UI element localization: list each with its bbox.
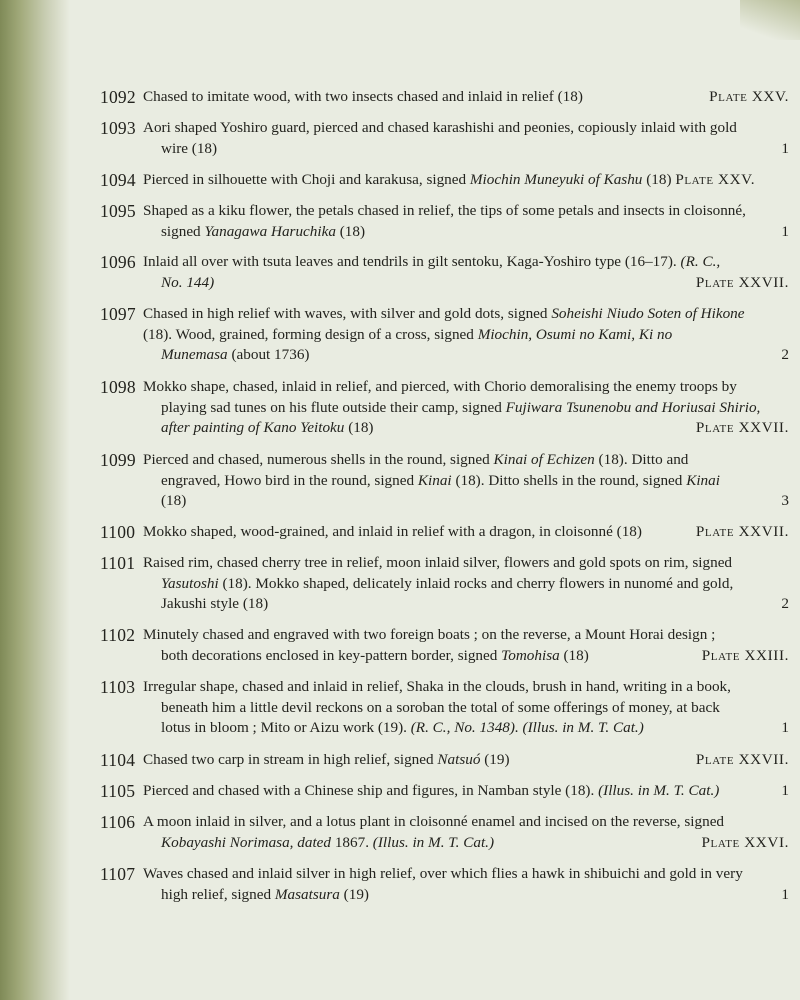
lot-quantity: 2: [781, 346, 789, 363]
lot-quantity: 1: [781, 222, 789, 240]
lot-description-cont: both decorations enclosed in key-pattern border, signed: [161, 646, 502, 664]
lot-description: Raised rim, chased cherry tree in relief, moon inlaid silver, flowers and gold spots on rim, signed: [143, 554, 733, 571]
plate-reference: Plate XXVII.: [695, 419, 789, 436]
illustration-note: (Illus. in M. T. Cat.): [372, 833, 495, 851]
lot-description: Pierced and chased, numerous shells in the round, signed: [143, 451, 494, 468]
lot-description: Chased in high relief with waves, with silver and gold dots, signed: [143, 305, 552, 322]
date-note: (about 1736): [227, 346, 310, 363]
signature: Natsuó: [437, 751, 481, 768]
lot-description: Ditto shells in the round, signed: [488, 471, 687, 489]
plate-reference: Plate XXVII.: [695, 523, 789, 540]
lot-description-cont: beneath him a little devil reckons on a soroban the total of some offerings of money, at back: [161, 698, 720, 716]
lot-description: Waves chased and inlaid silver in high relief, over which flies a hawk in shibuichi and gold in very: [143, 865, 743, 882]
lot-description: Mokko shaped, delicately inlaid rocks and cherry flowers in nunomé and gold,: [255, 574, 734, 592]
lot-description: Ditto and: [631, 451, 689, 468]
date-note: (18): [335, 222, 366, 240]
plate-reference: Plate XXVII.: [695, 751, 789, 768]
illustration-note: (Illus. in M. T. Cat.): [598, 782, 720, 799]
lot-description: Irregular shape, chased and inlaid in relief, Shaka in the clouds, brush in hand, writing in a book,: [143, 678, 731, 695]
date-note: (18).: [594, 451, 628, 468]
signature: Kinai: [686, 471, 720, 489]
signature: Miochin, Osumi no Kami, Ki no: [477, 325, 673, 343]
signature: Kobayashi Norimasa, dated: [161, 833, 332, 851]
signature: Miochin Muneyuki of Kashu: [469, 171, 643, 188]
plate-reference: Plate XXVII.: [695, 273, 789, 291]
lot-description: Shaped as a kiku flower, the petals chased in relief, the tips of some petals and insects in cloisonné,: [143, 202, 746, 219]
signature: Yasutoshi: [161, 574, 219, 592]
signature: Kinai: [417, 471, 452, 489]
lot-number: 1101: [100, 553, 136, 573]
date-note: (19): [480, 751, 510, 768]
lot-quantity: 2: [781, 595, 789, 612]
lot-number: 1107: [100, 864, 136, 884]
lot-description-cont: signed: [161, 222, 205, 240]
signature: Fujiwara Tsunenobu and Horiusai Shirio,: [505, 398, 761, 416]
lot-number: 1098: [100, 377, 136, 397]
signature-cont: Munemasa: [161, 346, 228, 363]
lot-description-cont: playing sad tunes on his flute outside their camp, signed: [161, 398, 506, 416]
date-note: (18).: [143, 325, 173, 343]
date-note: (18).: [451, 471, 485, 489]
signature: Yanagawa Haruchika: [204, 222, 336, 240]
reference-cont: No. 144): [161, 273, 215, 291]
lot-quantity: 1: [781, 139, 789, 157]
lot-number: 1100: [100, 522, 136, 542]
lot-description: Wood, grained, forming design of a cross, signed: [175, 325, 478, 343]
lot-number: 1093: [100, 118, 136, 138]
lot-description-cont: Jakushi style (18): [161, 595, 269, 612]
lot-description-cont: engraved, Howo bird in the round, signed: [161, 471, 418, 489]
lot-description-cont: wire (18): [161, 139, 218, 157]
lot-description: Chased two carp in stream in high relief, signed: [143, 751, 438, 768]
reference: (R. C.,: [680, 253, 721, 270]
date-note: 1867.: [331, 833, 369, 851]
reference: (R. C., No. 1348).: [410, 719, 519, 736]
lot-description: Chased to imitate wood, with two insects chased and inlaid in relief (18): [143, 88, 583, 105]
lot-description: A moon inlaid in silver, and a lotus plant in cloisonné enamel and incised on the reverse, signed: [143, 813, 725, 830]
signature: Kinai of Echizen: [493, 451, 595, 468]
lot-quantity: 1: [781, 719, 789, 736]
lot-quantity: 1: [781, 782, 789, 799]
lot-number: 1096: [100, 252, 136, 272]
date-note: (19): [339, 885, 369, 903]
plate-reference: Plate XXV.: [709, 88, 789, 105]
attribution: after painting of Kano Yeitoku: [161, 419, 345, 436]
lot-quantity: 1: [781, 885, 789, 903]
date-note: (18): [161, 492, 187, 509]
plate-reference: Plate XXIII.: [701, 646, 789, 664]
date-note: (18): [642, 171, 676, 188]
signature: Tomohisa: [501, 646, 560, 664]
lot-description: Mokko shape, chased, inlaid in relief, and pierced, with Chorio demoralising the enemy troops by: [143, 378, 737, 395]
lot-description-cont: lotus in bloom ; Mito or Aizu work (19).: [161, 719, 407, 736]
lot-number: 1094: [100, 170, 136, 190]
lot-number: 1105: [100, 781, 136, 801]
plate-reference: Plate XXVI.: [701, 833, 789, 851]
lot-description-cont: high relief, signed: [161, 885, 275, 903]
date-note: (18): [559, 646, 589, 664]
date-note: (18).: [218, 574, 252, 592]
lot-number: 1097: [100, 304, 136, 324]
signature: Soheishi Niudo Soten of Hikone: [551, 305, 745, 322]
illustration-note: (Illus. in M. T. Cat.): [522, 719, 644, 736]
lot-number: 1092: [100, 87, 136, 107]
lot-description: Aori shaped Yoshiro guard, pierced and chased karashishi and peonies, copiously inlaid with gold: [143, 119, 737, 136]
plate-reference: Plate XXV.: [675, 171, 756, 188]
lot-number: 1104: [100, 750, 136, 770]
lot-description: Inlaid all over with tsuta leaves and tendrils in gilt sentoku, Kaga-Yoshiro type (16–17).: [143, 253, 677, 270]
lot-number: 1106: [100, 812, 136, 832]
lot-quantity: 3: [781, 492, 789, 509]
lot-number: 1095: [100, 201, 136, 221]
lot-description: Mokko shaped, wood-grained, and inlaid in relief with a dragon, in cloisonné (18): [143, 523, 642, 540]
lot-number: 1099: [100, 450, 136, 470]
lot-description: Pierced in silhouette with Choji and karakusa, signed: [143, 171, 470, 188]
lot-number: 1102: [100, 625, 136, 645]
signature: Masatsura: [274, 885, 340, 903]
lot-description: Pierced and chased with a Chinese ship and figures, in Namban style (18).: [143, 782, 595, 799]
date-note: (18): [344, 419, 374, 436]
lot-description: Minutely chased and engraved with two foreign boats ; on the reverse, a Mount Horai design ;: [143, 626, 716, 643]
lot-number: 1103: [100, 677, 136, 697]
